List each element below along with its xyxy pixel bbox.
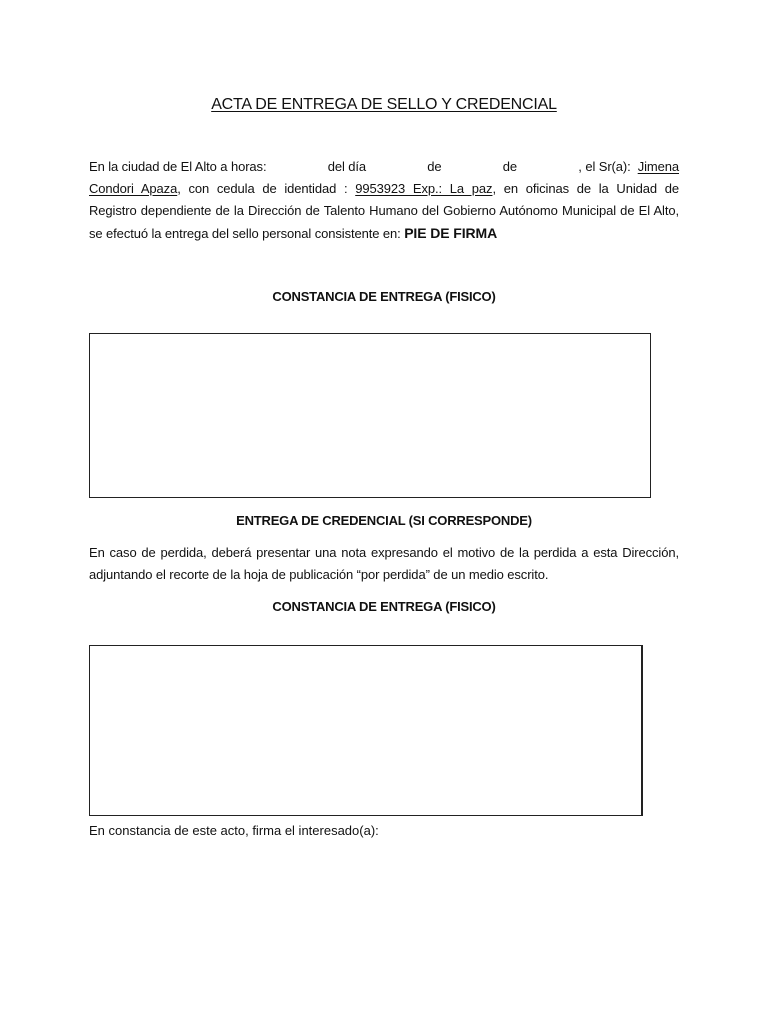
heading-constancia-fisico-1: CONSTANCIA DE ENTREGA (FISICO) — [272, 289, 496, 304]
intro-text-oficinas: , en oficinas de la Unidad de — [492, 181, 680, 196]
intro-text-de-1: de — [427, 159, 442, 174]
perdida-paragraph: En caso de perdida, deberá presentar una nota expresando el motivo de la perdida a esta Dirección, adjuntando el recorte de la hoja de publicación “por perdida” de un medio escrito. — [89, 545, 679, 582]
intro-text-sr: , el Sr(a): — [578, 159, 631, 174]
intro-line-2 — [89, 178, 679, 200]
intro-text-rest: Registro dependiente de la Dirección de Talento Humano del Gobierno Autónomo Municipal de El Alto, se efectuó la entrega del sello personal consistente en: — [89, 203, 679, 241]
heading-constancia-fisico-2: CONSTANCIA DE ENTREGA (FISICO) — [272, 599, 496, 614]
heading-entrega-credencial: ENTREGA DE CREDENCIAL (SI CORRESPONDE) — [236, 513, 532, 528]
document-title — [0, 95, 768, 115]
intro-text-horas: En la ciudad de El Alto a horas: — [89, 159, 267, 174]
firma-text: En constancia de este acto, firma el interesado(a): — [89, 823, 379, 838]
identity-number: 9953923 Exp.: La paz — [355, 181, 493, 196]
person-name-rest: Condori Apaza — [89, 181, 178, 196]
intro-paragraph — [89, 156, 679, 245]
intro-text-de-2: de — [502, 159, 518, 174]
intro-line-1 — [89, 156, 679, 178]
person-name-first: Jimena — [637, 159, 679, 174]
constancia-box-2 — [89, 645, 643, 816]
constancia-box-1 — [89, 333, 651, 498]
intro-line-1-end — [578, 156, 679, 178]
document-title-text: ACTA DE ENTREGA DE SELLO Y CREDENCIAL — [211, 96, 557, 113]
sello-item: PIE DE FIRMA — [404, 225, 498, 241]
intro-text-dia: del día — [327, 159, 367, 174]
intro-rest — [89, 200, 679, 245]
intro-text-ci: , con cedula de identidad : — [177, 181, 356, 196]
